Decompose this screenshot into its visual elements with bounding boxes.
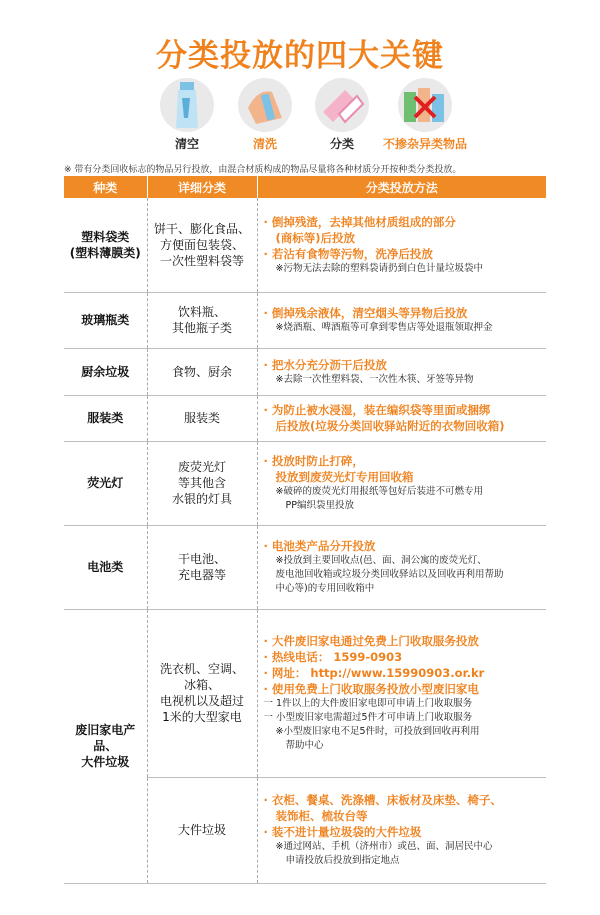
category-cell: 荧光灯 [64,441,147,525]
method-note: 申请投放后投放到指定地点 [285,855,400,866]
category-cell: 电池类 [64,525,147,609]
detail-line: 废荧光灯 [177,460,226,474]
method-line: · 把水分充分沥干后投放 [263,357,387,372]
method-line: · 倒掉残渣，去掉其他材质组成的部分 [263,214,456,229]
detail-line: 等其他含 [177,476,226,490]
header-detail: 详细分类 [147,176,257,198]
detail-line: 充电器等 [177,568,226,582]
method-line: · 电池类产品分开投放 [263,539,376,553]
method-line: · 若沾有食物等污物，洗净后投放 [263,246,433,261]
washing-icon [238,78,292,132]
table-row [64,348,546,395]
method-cell [257,525,546,609]
key-label: 清空 [174,137,199,151]
detail-line: 一次性塑料袋等 [159,253,244,268]
category-label: 废旧家电产品、 [75,723,136,753]
method-note: 帮助中心 [285,740,324,751]
method-cell [257,609,546,777]
category-label: 大件垃圾 [81,755,130,769]
sorting-table [64,176,546,884]
category-cell [64,198,147,292]
detail-cell: 服装类 [147,395,257,441]
method-line: · 装不进计量垃圾袋的大件垃圾 [263,825,422,839]
method-note: 中心等)的专用回收箱中 [275,583,375,594]
table-row [64,525,546,609]
method-line: 投放到废荧光灯专用回收箱 [275,470,414,484]
method-subline: 一 1件以上的大件废旧家电即可申请上门收取服务 [263,698,473,709]
method-line: · 为防止被水浸湿，装在编织袋等里面或捆绑 [263,403,491,417]
detail-line: 饮料瓶、 [177,305,226,319]
category-cell: 服装类 [64,395,147,441]
key-no-mix [370,78,480,152]
method-cell [257,292,546,348]
header-category: 种类 [64,176,147,198]
empty-bottle-icon [160,78,214,132]
table-row [64,198,546,292]
category-label: 塑料袋类 [81,229,130,244]
header-method: 分类投放方法 [257,176,546,198]
method-line: · 倒掉残余液体，清空烟头等异物后投放 [263,306,468,320]
detail-line: 水银的灯具 [171,492,232,506]
method-note: PP编织袋里投放 [285,500,354,511]
detail-cell [147,609,257,777]
method-note: ※小型废旧家电不足5件时，可投放到回收再利用 [275,726,480,737]
method-note: ※通过网站、手机（济州市）或邑、面、洞居民中心 [275,841,493,852]
key-wash [238,78,292,152]
method-note: ※污物无法去除的塑料袋请扔到白色计量垃圾袋中 [275,262,483,274]
detail-cell [147,198,257,292]
method-subline: 一 小型废旧家电需超过5件才可申请上门收取服务 [263,712,473,723]
detail-line: 1米的大型家电 [162,710,242,724]
detail-cell: 食物、厨余 [147,348,257,395]
method-note: ※去除一次性塑料袋、一次性木筷、牙签等异物 [275,373,474,385]
no-mixing-icon [398,78,452,132]
detail-line: 冰箱、 [183,678,220,692]
detail-cell [147,441,257,525]
category-cell: 玻璃瓶类 [64,292,147,348]
method-line: 装饰柜、梳妆台等 [275,809,368,823]
detail-line: 洗衣机、空调、 [159,662,244,676]
key-empty [160,78,214,152]
detail-cell [147,292,257,348]
method-line: · 使用免费上门收取服务投放小型废旧家电 [263,682,479,696]
sorting-icon [315,78,369,132]
method-note: 废电池回收箱或垃圾分类回收驿站以及回收再利用帮助 [275,569,504,580]
detail-line: 方便面包装袋、 [159,237,244,252]
table-row [64,441,546,525]
method-note: ※投放到主要回收点(邑、面、洞公寓的废荧光灯、 [275,555,487,566]
table-row [64,292,546,348]
key-sort [315,78,369,152]
method-line: (商标等)后投放 [275,230,356,245]
method-note: ※破碎的废荧光灯用报纸等包好后装进不可燃专用 [275,486,483,497]
detail-cell: 大件垃圾 [147,777,257,883]
key-label: 清洗 [252,137,277,151]
method-cell [257,348,546,395]
method-line: · 投放时防止打碎， [263,454,364,468]
method-line: · 衣柜、餐桌、洗涤槽、床板材及床垫、椅子、 [263,793,502,807]
detail-line: 饼干、膨化食品、 [153,221,250,236]
method-note: ※烧酒瓶、啤酒瓶等可拿到零售店等处退瓶领取押金 [275,322,493,333]
method-cell [257,441,546,525]
category-cell: 厨余垃圾 [64,348,147,395]
table-row [64,609,546,777]
method-line: · 热线电话： 1599-0903 [263,650,403,664]
method-cell [257,395,546,441]
method-cell [257,198,546,292]
detail-line: 干电池、 [177,552,226,566]
method-line: · 大件废旧家电通过免费上门收取服务投放 [263,634,479,648]
method-line: 后投放(垃圾分类回收驿站附近的衣物回收箱) [275,419,505,433]
table-header [64,176,546,198]
category-sublabel: (塑料薄膜类) [69,245,141,260]
detail-cell [147,525,257,609]
note-text: ※ 带有分类回收标志的物品另行投放，由混合材质构成的物品尽量将各种材质分开按种类分类投放。 [64,165,462,175]
key-label: 分类 [329,137,354,151]
category-cell [64,609,147,883]
website-link[interactable]: · 网址： http://www.15990903.or.kr [263,666,485,680]
table-row [64,395,546,441]
page-title: 分类投放的四大关键 [156,38,444,74]
key-icons [0,78,600,158]
detail-line: 电视机以及超过 [159,694,244,708]
key-label: 不掺杂异类物品 [382,137,467,151]
method-cell [257,777,546,883]
detail-line: 其他瓶子类 [171,321,232,335]
